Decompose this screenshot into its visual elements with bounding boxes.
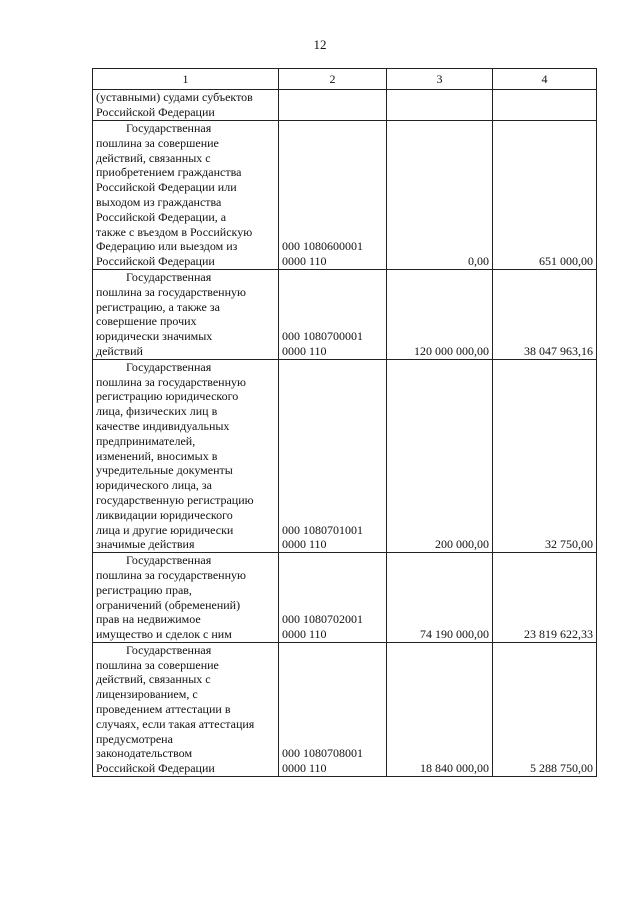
row-name-line: Российской Федерации, а	[96, 209, 227, 224]
row-code-line: 0000 110	[282, 343, 327, 358]
row-name-line: качестве индивидуальных	[96, 418, 230, 433]
row-name-line: лица и другие юридически	[96, 522, 234, 537]
budget-table	[92, 68, 597, 777]
column-header-1: 1	[93, 69, 279, 90]
row-plan-cell: 18 840 000,00	[387, 642, 493, 776]
row-name-line: Государственная	[126, 359, 212, 374]
row-code-line: 0000 110	[282, 254, 327, 269]
row-plan-cell: 200 000,00	[387, 359, 493, 552]
row-name-line: также с въездом в Российскую	[96, 224, 253, 239]
row-name-line: Государственная	[126, 553, 212, 568]
row-name-line: пошлина за государственную	[96, 284, 246, 299]
row-name-line: проведением аттестации в	[96, 702, 231, 717]
row-name-cell	[93, 359, 279, 552]
row-code-line: 0000 110	[282, 537, 327, 552]
row-name-line: учредительные документы	[96, 463, 233, 478]
row-name-line: изменений, вносимых в	[96, 448, 218, 463]
table-row-continuation	[93, 90, 597, 121]
row-name-line: пошлина за государственную	[96, 374, 246, 389]
row-name-line: ликвидации юридического	[96, 507, 233, 522]
row-name-line: действий, связанных с	[96, 150, 211, 165]
column-header-3: 3	[387, 69, 493, 90]
row-name-line: лицензированием, с	[96, 687, 198, 702]
table-row	[93, 121, 597, 270]
row-actual-cell: 5 288 750,00	[493, 642, 597, 776]
row-code-cell	[279, 121, 387, 270]
row-name-line: действий	[96, 343, 143, 358]
row-name-line: предусмотрена	[96, 731, 173, 746]
row-name-line: юридического лица, за	[96, 478, 212, 493]
row-plan-cell: 74 190 000,00	[387, 553, 493, 643]
row-actual-cell: 32 750,00	[493, 359, 597, 552]
row-code-line: 000 1080700001	[282, 329, 363, 344]
row-name-cell	[93, 121, 279, 270]
row-name-line: государственную регистрацию	[96, 492, 254, 507]
row-code-line: 0000 110	[282, 761, 327, 776]
row-name-line: регистрацию юридического	[96, 389, 239, 404]
row-name-line: Российской Федерации или	[96, 180, 237, 195]
table-row	[93, 269, 597, 359]
table-row	[93, 642, 597, 776]
row-actual-cell: 23 819 622,33	[493, 553, 597, 643]
row-plan-cell: 0,00	[387, 121, 493, 270]
row-name-line: лица, физических лиц в	[96, 404, 218, 419]
row-code-cell	[279, 90, 387, 121]
row-code-line: 0000 110	[282, 627, 327, 642]
row-name-line: пошлина за совершение	[96, 657, 219, 672]
row-code-cell	[279, 553, 387, 643]
row-plan-cell: 120 000 000,00	[387, 269, 493, 359]
row-code-line: 000 1080702001	[282, 612, 363, 627]
row-name-cell	[93, 269, 279, 359]
row-name-line: ограничений (обременений)	[96, 597, 241, 612]
row-name-line: Российской Федерации	[96, 105, 215, 120]
row-name-line: действий, связанных с	[96, 672, 211, 687]
row-code-cell	[279, 359, 387, 552]
row-name-line: Федерацию или выездом из	[96, 239, 238, 254]
row-name-cell	[93, 642, 279, 776]
row-name-line: выходом из гражданства	[96, 194, 222, 209]
row-name-line: (уставными) судами субъектов	[96, 90, 253, 105]
row-name-line: Государственная	[126, 269, 212, 284]
row-name-line: юридически значимых	[96, 329, 213, 344]
row-name-line: Российской Федерации	[96, 761, 215, 776]
row-name-line: законодательством	[96, 746, 193, 761]
row-actual-cell: 38 047 963,16	[493, 269, 597, 359]
row-name-line: Российской Федерации	[96, 254, 215, 269]
header-row	[93, 69, 597, 90]
row-name-cell	[93, 553, 279, 643]
row-name-line: регистрацию прав,	[96, 582, 192, 597]
column-header-2: 2	[279, 69, 387, 90]
row-name-cell	[93, 90, 279, 121]
page-number: 12	[313, 37, 327, 52]
row-plan-cell	[387, 90, 493, 121]
table-row	[93, 359, 597, 552]
row-name-line: случаях, если такая аттестация	[96, 716, 255, 731]
row-code-line: 000 1080701001	[282, 522, 363, 537]
row-name-line: предпринимателей,	[96, 433, 196, 448]
row-name-line: имущество и сделок с ним	[96, 627, 232, 642]
row-code-cell	[279, 642, 387, 776]
row-name-line: пошлина за совершение	[96, 135, 219, 150]
row-name-line: значимые действия	[96, 537, 195, 552]
row-actual-cell: 651 000,00	[493, 121, 597, 270]
row-name-line: пошлина за государственную	[96, 567, 246, 582]
row-code-cell	[279, 269, 387, 359]
row-name-line: прав на недвижимое	[96, 612, 201, 627]
row-actual-cell	[493, 90, 597, 121]
row-name-line: регистрацию, а также за	[96, 299, 220, 314]
row-name-line: Государственная	[126, 121, 212, 135]
row-name-line: Государственная	[126, 642, 212, 657]
row-code-line: 000 1080600001	[282, 239, 363, 254]
row-name-line: совершение прочих	[96, 314, 197, 329]
row-name-line: приобретением гражданства	[96, 165, 242, 180]
column-header-4: 4	[493, 69, 597, 90]
table-row	[93, 553, 597, 643]
row-code-line: 000 1080708001	[282, 746, 363, 761]
